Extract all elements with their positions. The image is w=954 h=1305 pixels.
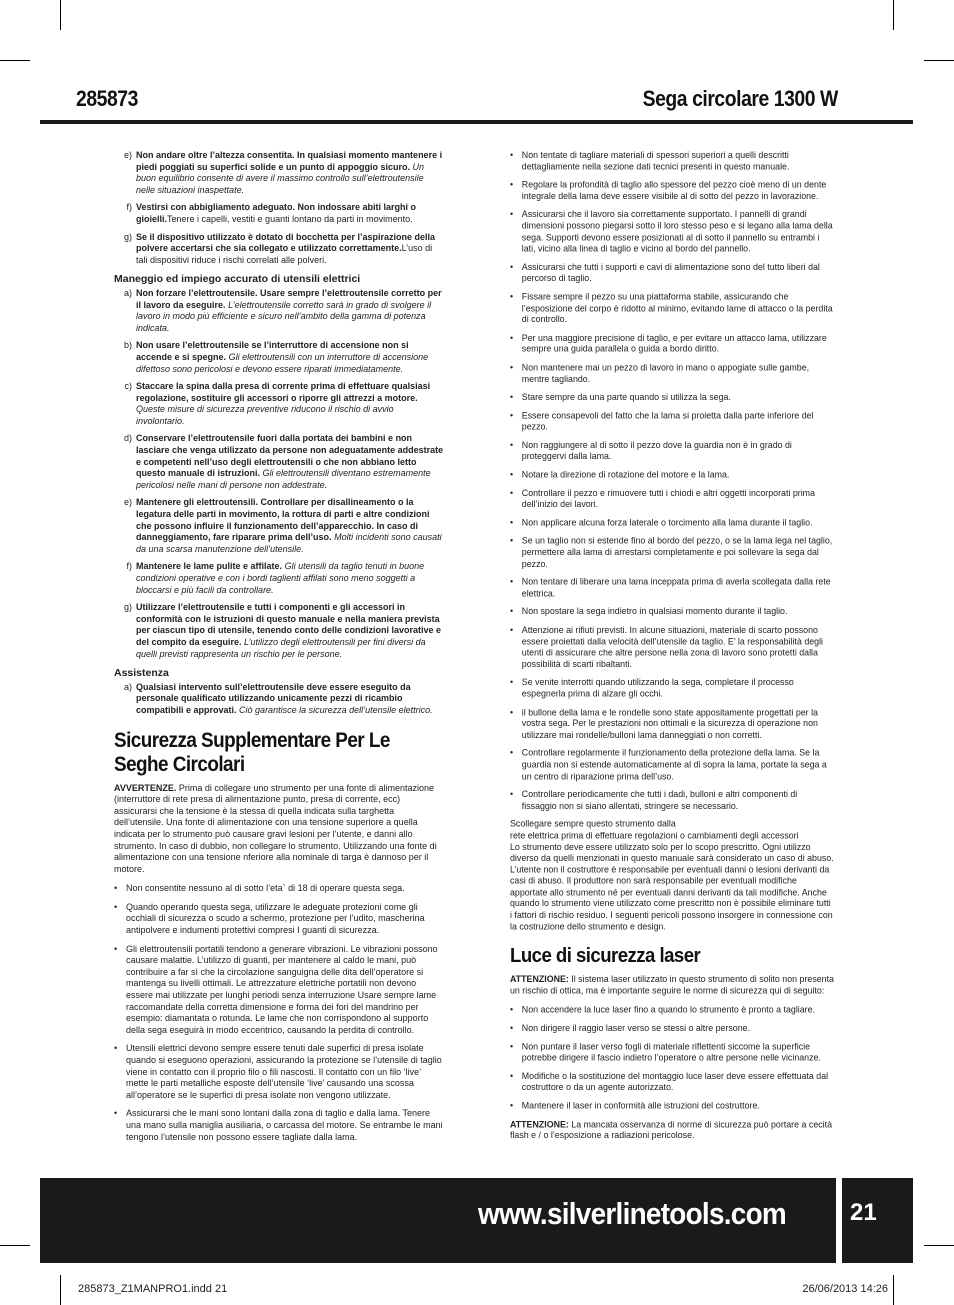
laser-warning-text: Il sistema laser utilizzato in questo strumento di solito non presenta un rischio di ottica, ma è importante seguire le norme di sicurezza qui di seguito: xyxy=(510,974,834,996)
left-column xyxy=(114,150,444,1150)
item-italic-text: Gli utensili da taglio tenuti in buone condizioni operative e con i bordi taglienti affilati sono meno soggetti a bloccarsi e più facili da controllare. xyxy=(136,561,425,595)
item-bold-text: Non andare oltre l’altezza consentita. In qualsiasi momento mantenere i piedi poggiati su superfici solide e un punto di appoggio sicuro. xyxy=(136,150,443,172)
item-text xyxy=(136,232,444,267)
item-text xyxy=(136,682,444,717)
crop-mark xyxy=(0,60,30,61)
list-item xyxy=(114,497,444,555)
website-link[interactable]: www.silverlinetools.com xyxy=(478,1196,786,1231)
list-item: • Stare sempre da una parte quando si utilizza la sega. xyxy=(510,392,834,403)
list-item: • Controllare periodicamente che tutti i dadi, bulloni e altri componenti di fissaggio non si siano allentati, stringere se necessario. xyxy=(510,789,834,812)
laser-warning-label: ATTENZIONE: xyxy=(510,974,569,985)
list-item: • Mantenere il laser in conformità alle istruzioni del costruttore. xyxy=(510,1101,834,1112)
item-label: e) xyxy=(123,497,132,508)
list-item: • Controllare regolarmente il funzionamento della protezione della lama. Se la guardia non si estende automaticamente al di sopra la lama, portate la sega a un centro di riparazione prima dell’uso. xyxy=(510,748,834,782)
list-item: • Se venite interrotti quando utilizzando la sega, completare il processo espegnerla prima di alzare gli occhi. xyxy=(510,677,834,700)
list-item xyxy=(114,288,444,334)
section-title-service: Assistenza xyxy=(114,667,169,680)
crop-mark xyxy=(0,1245,30,1246)
list-item xyxy=(114,561,444,596)
list-item: • Essere consapevoli del fatto che la lama si proietta dalla parte inferiore del pezzo. xyxy=(510,410,834,433)
crop-mark xyxy=(924,1245,954,1246)
product-title: Sega circolare 1300 W xyxy=(642,86,838,111)
list-item: • Non spostare la sega indietro in qualsiasi momento durante il taglio. xyxy=(510,607,834,618)
item-plain-text: L’uso di tali dispositivi riduce i rischi correlati alle polveri. xyxy=(136,243,433,265)
item-label: c) xyxy=(124,381,132,392)
item-bold-text: Staccare la spina dalla presa di corrente prima di effettuare qualsiasi regolazione, sostituire gli accessori o riporre gli attrezzi a motore. xyxy=(136,381,431,403)
list-item: • Assicurarsi che le mani sono lontani dalla zona di taglio e dalla lama. Tenere una mano sulla maniglia ausiliaria, o carcassa del motore. Se entrambe le mani tengono l’utensile non possono essere tagliate dalla lama. xyxy=(114,1108,444,1143)
laser-bullet-list xyxy=(510,1005,834,1112)
list-item: • Per una maggiore precisione di taglio, e per evitare un attacco lama, utilizzare sempre una guida parallela o guida a bordo diritto. xyxy=(510,333,834,356)
list-item: • Non raggiungere al di sotto il pezzo dove la guardia non è in grado di proteggervi dalla lama. xyxy=(510,440,834,463)
laser-warning-paragraph xyxy=(510,974,834,997)
list-item: • Non dirigere il raggio laser verso se stessi o altre persone. xyxy=(510,1023,834,1034)
list-item: • Non mantenere mai un pezzo di lavoro in mano o appogiate sulle gambe, mentre tagliando. xyxy=(510,362,834,385)
item-text xyxy=(136,561,444,596)
list-item: • Modifiche o la sostituzione del montaggio luce laser deve essere effettuata dal costruttore o da un agente autorizzato. xyxy=(510,1071,834,1094)
list-item: • Attenzione ai rifiuti previsti. In alcune situazioni, materiale di scarto possono essere proiettati dalla velocità dell’utensile da taglio. E’ la responsabilità degli utenti di assicurare che altre persone nella zona di lavoro sono protetti dalla possibilità di scarti ribaltanti. xyxy=(510,625,834,671)
item-list-use xyxy=(114,288,444,660)
list-item: • Gli elettroutensili portatili tendono a generare vibrazioni. Le vibrazioni possono causare malattie. L’utilizzo di guanti, per mantenere al caldo le mani, può contribuire a far sì che la circolazione sanguigna delle dita dell’operatore si mantenga su livelli ottimali. Le attrezzature elettriche portatili non devono essere mai utilizzate per lunghi periodi senza interruzione Usare sempre lame raccomandate della corretta dimensione e forma dei fori del mandrino per esempio: diamantata o rotunda. Le lame che non corrispondono al supporto della sega eseguirà in modo eccentrico, causando la perdita di controllo. xyxy=(114,944,444,1037)
item-text xyxy=(136,340,444,375)
item-bold-text: Se il dispositivo utilizzato è dotato di bocchetta per l’aspirazione della polvere accertarsi che sia collegato e utilizzato correttamente. xyxy=(136,231,436,254)
item-bold-text: Non forzare l’elettroutensile. Usare sempre l’elettroutensile corretto per il lavoro da eseguire. xyxy=(136,287,442,310)
list-item: • Quando operando questa sega, utilizzare le adeguate protezioni come gli occhiali di sicurezza o scudo a schermo, protezione per l’udito, mascherina antipolvere e indumenti protettivi compresi I guanti di sicurezza. xyxy=(114,902,444,937)
item-label: g) xyxy=(123,231,132,242)
list-item: • Se un taglio non si estende fino al bordo del pezzo, o se la lama lega nel taglio, permettere alla lama di arrestarsi completamente e poi sollevare la sega dal pezzo. xyxy=(510,536,834,570)
page-number: 21 xyxy=(850,1199,877,1226)
list-item: • Assicurarsi che il lavoro sia correttamente supportato. I pannelli di grandi dimensioni possono piegarsi sotto il loro stesso peso e si legano alla lama della sega. Supporti devono essere posizionati al di sotto il pannello su entrambi i lati, vicino alla linea di taglio e vicino al bordo del pannello. xyxy=(510,209,834,255)
item-italic-text: Gli elettroutensili diventano estremamente pericolosi nelle mani di persone non addestrate. xyxy=(136,468,431,490)
list-item: • Utensili elettrici devono sempre essere tenuti dale superfici di presa isolate quando si eseguono operazioni, assicurando la protezione se l’utensile di taglio viene in contatto con il proprio filo o fili nascosti. Il contatto con un filo ‘live’ mette le parti metalliche esposte dell’utensile ‘live’ causando una scossa all’operatore se le superfici di presa isolate non vengono utilizzate. xyxy=(114,1043,444,1101)
item-text xyxy=(136,288,444,334)
list-item xyxy=(114,682,444,717)
item-bold-text: Qualsiasi intervento sull’elettroutensile deve essere eseguito da personale qualificato utilizzando unicamente pezzi di ricambio compatibili e approvati. xyxy=(136,681,411,715)
list-item: • Non accendere la luce laser fino a quando lo strumento è pronto a tagliare. xyxy=(510,1005,834,1016)
list-item: • Non tentare di liberare una lama inceppata prima di averla scollegata dalla rete elettrica. xyxy=(510,577,834,600)
item-label: g) xyxy=(123,602,132,613)
list-item: • il bullone della lama e le rondelle sono state appositamente progettati per la vostra sega. Per le prestazioni non ottimali e la sicurezza di operazione non utilizzare mai rondelle/bulloni lama danneggiati o non corretti. xyxy=(510,707,834,741)
model-number: 285873 xyxy=(76,86,138,111)
item-text xyxy=(136,150,444,196)
final-warning-text: La mancata osservanza di norme di sicurezza può portare a cecità flash e / o l’esposizione a radiazioni pericolose. xyxy=(510,1119,833,1141)
section-title-use: Maneggio ed impiego accurato di utensili elettrici xyxy=(114,273,361,286)
list-item xyxy=(114,232,444,267)
item-italic-text: L’utilizzo degli elettroutensili per fini diversi da quelli previsti rappresenta un rischio per le persone. xyxy=(136,636,426,659)
item-bold-text: Non usare l’elettroutensile se l’interruttore di accensione non si accende e si spegne. xyxy=(136,340,409,362)
item-label: d) xyxy=(123,433,132,444)
list-item xyxy=(114,381,444,427)
warning-text: Prima di collegare uno strumento per una fonte di alimentazione (interruttore di rete presa di alimentazione punto, presa di corrente, ecc) assicurarsi che la tensione è la stessa di quella indicata sulla targhetta dell’utensile. Una fonte di alimentazione con una tensione superiore a quella indicata per lo strumento può causare gravi lesioni per l’utente, e danni allo strumento. In caso di dubbio, non collegare lo strumento. Utilizzando una fonte di alimentazione con una tensione nferiore alla nominale di targa è dannoso per il motore. xyxy=(114,782,437,874)
item-list-top xyxy=(114,150,444,266)
list-item: • Non consentite nessuno al di sotto l’eta` di 18 di operare questa sega. xyxy=(114,883,444,895)
list-item: • Assicurarsi che tutti i supporti e cavi di alimentazione sono del tutto liberi dal percorso di taglio. xyxy=(510,262,834,285)
item-label: a) xyxy=(123,681,132,692)
item-italic-text: Un buon equilibrio consente di avere il massimo controllo sull’elettroutensile nelle situazioni inaspettate. xyxy=(136,161,425,195)
list-item xyxy=(114,202,444,225)
heading-laser-safety: Luce di sicurezza laser xyxy=(510,944,701,968)
item-list-service xyxy=(114,682,444,717)
item-text xyxy=(136,497,444,555)
item-label: b) xyxy=(123,340,132,351)
crop-mark xyxy=(60,0,61,30)
list-item xyxy=(114,433,444,491)
item-label: e) xyxy=(123,150,132,160)
list-item xyxy=(114,602,444,660)
item-bold-text: Mantenere gli elettroutensili. Controllare per disallineamento o la legatura delle parti in movimento, la rottura di parti e altre condizioni che possono influire il funzionamento dell’apparecchio. In caso di danneggiamento, fare riparare prima dell’uso. xyxy=(136,497,430,543)
print-slug-filename: 285873_Z1MANPRO1.indd 21 xyxy=(78,1283,228,1295)
unplug-paragraph: Scollegare sempre questo strumento dalla rete elettrica prima di effettuare regolazioni o cambiamenti degli accessori Lo strumento deve essere utilizzato solo per lo scopo prescritto. Ogni utilizzo diverso da quelli menzionati in questo manuale sarà considerato un caso di abuso. L’utente non il costruttore è responsabile per eventuali danni o lesioni derivanti da casi di abuso. Il produttore non sarà responsabile per eventuali modifiche apportate allo strumento né per eventuali danni derivanti da tali modifiche. Anche quando lo strumento viene utilizzato come prescritto non è possibile eliminare tutti i fattori di rischio residuo. I seguenti pericoli possono insorgere in connessione con la costruzione dello strumento e design. xyxy=(510,818,834,932)
crop-mark xyxy=(893,0,894,30)
final-warning-paragraph xyxy=(510,1119,834,1142)
bullet-list xyxy=(510,150,834,812)
list-item: • Non tentate di tagliare materiali di spessori superiori a quelli descritti dettagliamente nella sezione dati tecnici presenti in questo manuale. xyxy=(510,150,834,173)
item-italic-text: Gli elettroutensili con un interruttore di accensione difettoso sono pericolosi e devono essere riparati immediatamente. xyxy=(136,351,429,374)
heading-supplementary-safety: Sicurezza Supplementare Per Le Seghe Circolari xyxy=(114,728,390,776)
item-bold-text: Utilizzare l’elettroutensile e tutti i componenti e gli accessori in conformità con le istruzioni di questo manuale e nella maniera prevista per ciascun tipo di utensile, tenendo conto delle condizioni lavorative e del compito da eseguire. xyxy=(136,602,442,647)
list-item xyxy=(114,150,444,196)
item-label: f) xyxy=(126,561,132,572)
item-italic-text: L’elettroutensile corretto sarà in grado di svolgere il lavoro in modo più efficiente e sicuro nell’ambito della gamma di potenza indicata. xyxy=(136,299,432,333)
list-item xyxy=(114,340,444,375)
list-item: • Regolare la profondità di taglio allo spessore del pezzo cioè meno di un dente integrale della lama deve essere visibile al di sotto del pezzo in lavorazione. xyxy=(510,180,834,203)
warning-paragraph xyxy=(114,783,444,876)
print-slug-date: 26/06/2013 14:26 xyxy=(802,1283,888,1295)
right-column xyxy=(510,150,834,1150)
item-label: a) xyxy=(123,287,132,298)
item-bold-text: Conservare l’elettroutensile fuori dalla portata dei bambini e non lasciare che venga utilizzato da persone non adeguatamente addestrate e competenti nell’uso degli elettroutensili o che non abbiano letto questo manuale di istruzioni. xyxy=(136,433,444,479)
item-label: f) xyxy=(126,202,132,213)
item-text xyxy=(136,202,444,225)
list-item: • Non puntare il laser verso fogli di materiale riflettenti siccome la superficie potrebbe dirigere il fascio indietro l’operatore o altre persone nelle vicinanze. xyxy=(510,1041,834,1064)
item-text xyxy=(136,602,444,660)
list-item: • Notare la direzione di rotazione del motore e la lama. xyxy=(510,470,834,481)
bullet-list xyxy=(114,883,444,1143)
list-item: • Controllare il pezzo e rimuovere tutti i chiodi e altri oggetti incorporati prima dell’inizio dei lavori. xyxy=(510,488,834,511)
item-italic-text: Molti incidenti sono causati da una scarsa manutenzione dell’utensile. xyxy=(136,532,442,554)
item-text xyxy=(136,381,444,427)
crop-mark xyxy=(60,1275,61,1305)
item-bold-text: Vestirsi con abbigliamento adeguato. Non indossare abiti larghi o gioielli. xyxy=(136,202,417,224)
crop-mark xyxy=(924,60,954,61)
item-italic-text: Queste misure di sicurezza preventive riducono il rischio di avvio involontario. xyxy=(136,404,394,426)
final-warning-label: ATTENZIONE: xyxy=(510,1119,569,1129)
item-plain-text: Tenere i capelli, vestiti e guanti lontano da parti in movimento. xyxy=(167,213,413,224)
warning-label: AVVERTENZE. xyxy=(114,782,177,793)
list-item: • Fissare sempre il pezzo su una piattaforma stabile, assicurando che l’esposizione del corpo è ridotto al minimo, evitando lame di attacco o la perdita di controllo. xyxy=(510,292,834,326)
page-number-divider xyxy=(836,1178,842,1263)
crop-mark xyxy=(893,1275,894,1305)
item-text xyxy=(136,433,444,491)
item-italic-text: Ciò garantisce la sicurezza dell’utensile elettrico. xyxy=(239,704,433,715)
item-bold-text: Mantenere le lame pulite e affilate. xyxy=(136,561,283,572)
list-item: • Non applicare alcuna forza laterale o torcimento alla lama durante il taglio. xyxy=(510,518,834,529)
